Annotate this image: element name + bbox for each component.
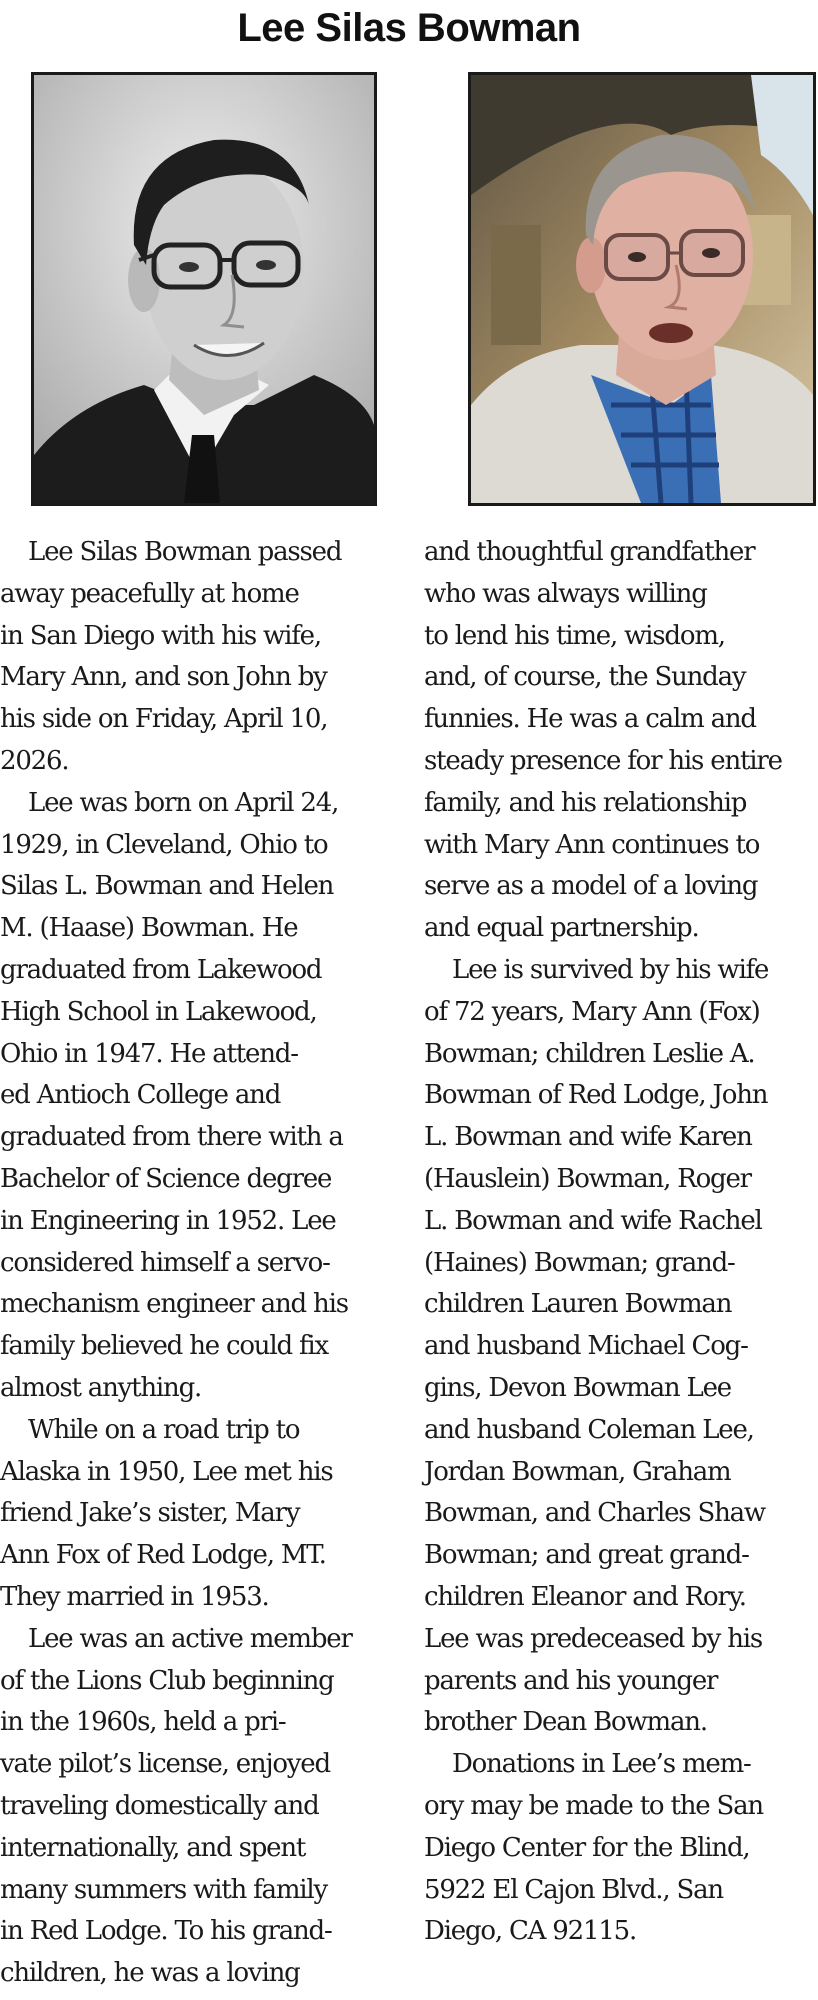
text-line: considered himself a servo- (0, 1247, 330, 1278)
obituary-title: Lee Silas Bowman (237, 6, 581, 50)
text-line: Donations in Lee’s mem- (452, 1749, 751, 1780)
portrait-photo-young (31, 72, 377, 506)
text-line: (Haines) Bowman; grand- (424, 1247, 735, 1278)
text-line: Jordan Bowman, Graham (424, 1456, 731, 1487)
text-line: and thoughtful grandfather (424, 537, 755, 567)
text-line: Bachelor of Science degree (0, 1163, 332, 1194)
text-line: Ann Fox of Red Lodge, MT. (0, 1540, 326, 1571)
text-line: Diego Center for the Blind, (424, 1832, 750, 1863)
text-line: in San Diego with his wife, (0, 620, 321, 651)
text-line: 2026. (0, 745, 69, 776)
text-line: High School in Lakewood, (0, 996, 317, 1027)
text-line: Bowman; and great grand- (424, 1540, 749, 1571)
text-line: his side on Friday, April 10, (0, 704, 328, 735)
portrait-young-image (34, 75, 374, 503)
text-line: gins, Devon Bowman Lee (424, 1372, 731, 1403)
text-line: Lee is survived by his wife (452, 954, 769, 985)
text-line: Lee was predeceased by his (424, 1623, 763, 1654)
text-line: serve as a model of a loving (424, 871, 758, 902)
text-line: vate pilot’s license, enjoyed (0, 1749, 330, 1780)
text-line: Diego, CA 92115. (424, 1916, 637, 1947)
text-line: away peacefully at home (0, 578, 299, 609)
text-line: mechanism engineer and his (0, 1289, 348, 1320)
text-line: Alaska in 1950, Lee met his (0, 1456, 333, 1487)
text-line: Lee Silas Bowman passed (28, 537, 342, 567)
text-line: Bowman; children Leslie A. (424, 1038, 755, 1069)
text-line: and equal partnership. (424, 913, 699, 944)
text-line: ory may be made to the San (424, 1790, 763, 1821)
text-line: Silas L. Bowman and Helen (0, 871, 334, 902)
text-line: family, and his relationship (424, 787, 747, 818)
text-line: (Hauslein) Bowman, Roger (424, 1163, 751, 1194)
text-line: 1929, in Cleveland, Ohio to (0, 829, 328, 860)
text-line: children, he was a loving (0, 1958, 300, 1989)
text-line: who was always willing (424, 578, 707, 609)
text-line: in Red Lodge. To his grand- (0, 1916, 332, 1947)
text-line: 5922 El Cajon Blvd., San (424, 1874, 723, 1905)
text-line: of the Lions Club beginning (0, 1665, 334, 1696)
text-line: While on a road trip to (28, 1414, 300, 1445)
text-line: L. Bowman and wife Rachel (424, 1205, 762, 1236)
text-line: internationally, and spent (0, 1832, 306, 1863)
text-line: Lee was an active member (28, 1623, 352, 1654)
text-line: in Engineering in 1952. Lee (0, 1205, 336, 1236)
text-line: friend Jake’s sister, Mary (0, 1498, 300, 1529)
text-line: Ohio in 1947. He attend- (0, 1038, 298, 1069)
text-line: and, of course, the Sunday (424, 662, 746, 693)
text-line: They married in 1953. (0, 1581, 269, 1612)
text-line: and husband Coleman Lee, (424, 1414, 754, 1445)
text-line: children Eleanor and Rory. (424, 1581, 746, 1612)
text-line: Bowman, and Charles Shaw (424, 1498, 765, 1529)
text-line: Bowman of Red Lodge, John (424, 1080, 768, 1111)
text-line: steady presence for his entire (424, 745, 782, 776)
text-line: and husband Michael Cog- (424, 1331, 748, 1362)
text-line: many summers with family (0, 1874, 327, 1905)
obituary-column-left (0, 532, 392, 1995)
text-line: in the 1960s, held a pri- (0, 1707, 286, 1738)
text-line: almost anything. (0, 1372, 202, 1403)
text-line: Lee was born on April 24, (28, 787, 339, 818)
text-line: graduated from there with a (0, 1122, 343, 1153)
text-line: children Lauren Bowman (424, 1289, 732, 1320)
portrait-photo-elderly (468, 72, 816, 506)
text-line: L. Bowman and wife Karen (424, 1122, 752, 1153)
text-line: graduated from Lakewood (0, 954, 322, 985)
text-line: ed Antioch College and (0, 1080, 281, 1111)
portrait-elderly-image (471, 75, 813, 503)
text-line: of 72 years, Mary Ann (Fox) (424, 996, 760, 1027)
text-line: to lend his time, wisdom, (424, 620, 725, 651)
text-line: traveling domestically and (0, 1790, 319, 1821)
text-line: parents and his younger (424, 1665, 718, 1696)
text-line: funnies. He was a calm and (424, 704, 756, 735)
text-line: brother Dean Bowman. (424, 1707, 707, 1738)
text-line: family believed he could fix (0, 1331, 328, 1362)
text-line: with Mary Ann continues to (424, 829, 760, 860)
text-line: Mary Ann, and son John by (0, 662, 327, 693)
text-line: M. (Haase) Bowman. He (0, 913, 298, 944)
obituary-column-right (424, 532, 818, 1953)
